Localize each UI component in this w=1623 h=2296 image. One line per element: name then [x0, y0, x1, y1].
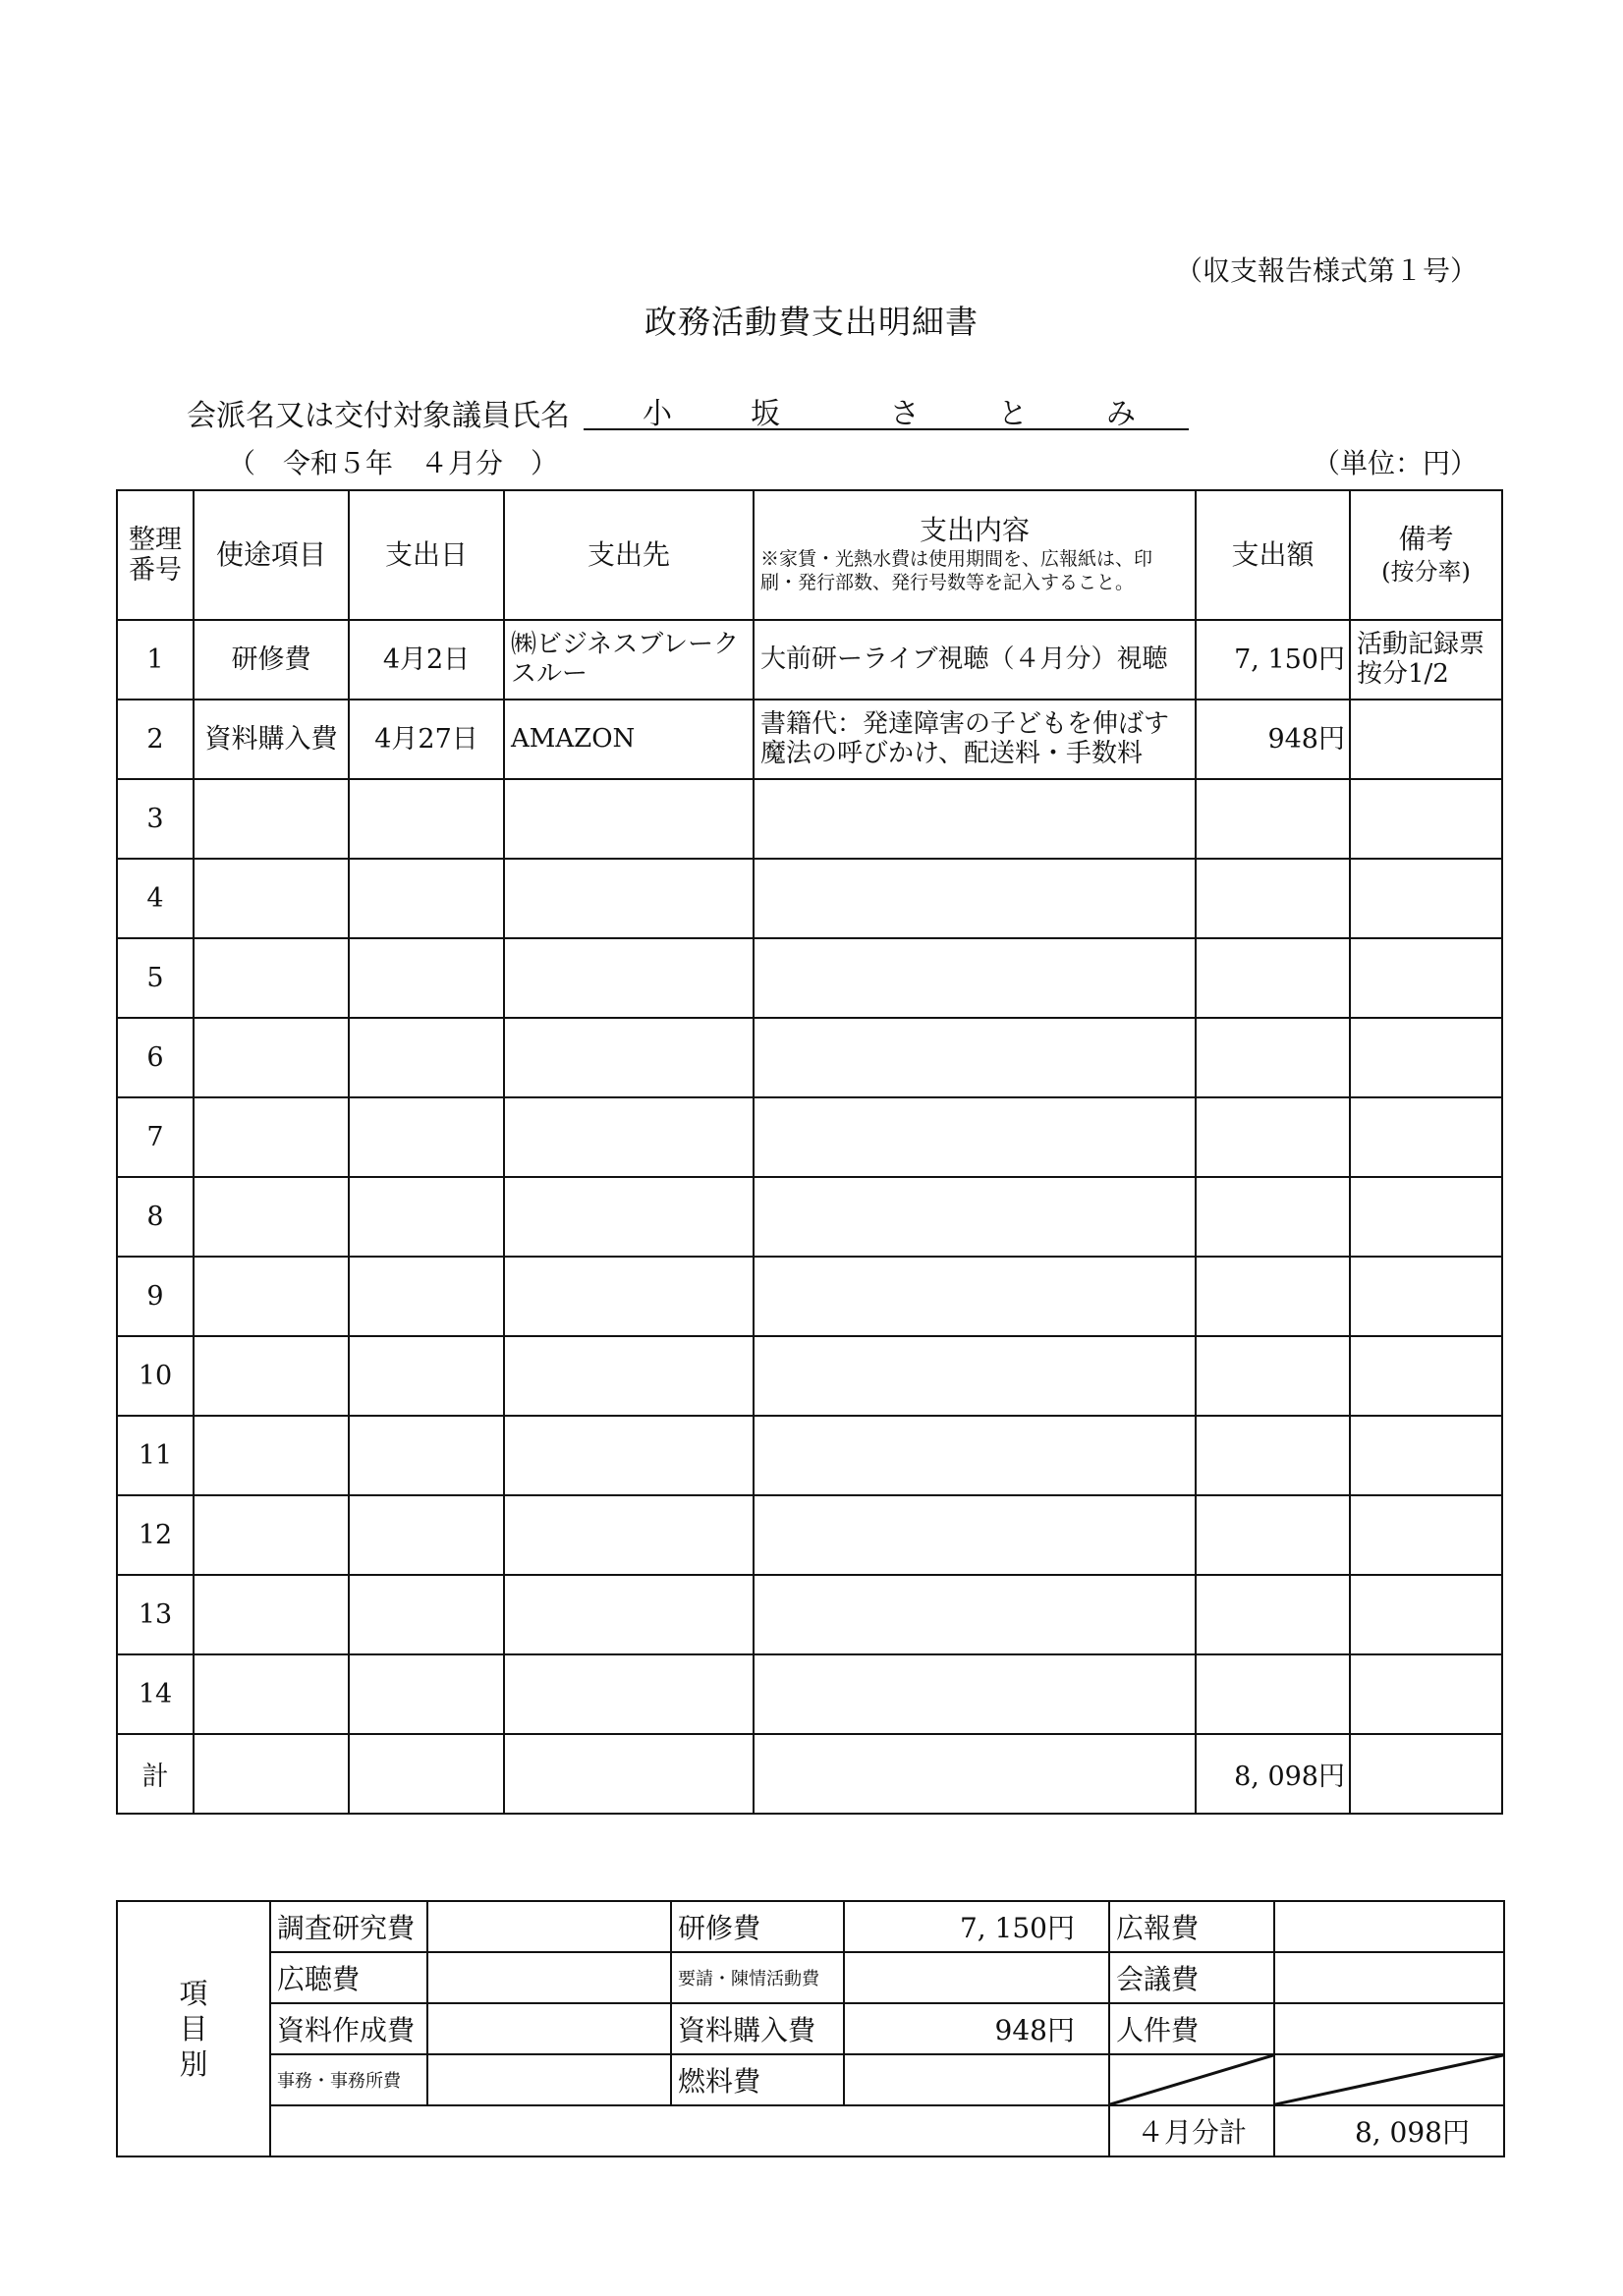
- row-payee: [504, 1177, 754, 1257]
- row-number: 3: [117, 779, 194, 859]
- yosei-label: 要請・陳情活動費: [671, 1952, 844, 2003]
- row-payee: [504, 1495, 754, 1575]
- header-number: 整理番号: [117, 490, 194, 620]
- row-item: 資料購入費: [194, 700, 349, 779]
- row-number: 10: [117, 1336, 194, 1416]
- table-row: [117, 1336, 1502, 1416]
- row-content: [754, 1018, 1196, 1097]
- kenshu-value: 7, 150円: [844, 1901, 1109, 1952]
- table-row: [117, 1654, 1502, 1734]
- row-number: 13: [117, 1575, 194, 1654]
- row-content: [754, 779, 1196, 859]
- row-content: 大前研ーライブ視聴（４月分）視聴: [754, 620, 1196, 700]
- name-char: さ: [890, 397, 920, 431]
- row-content: [754, 1257, 1196, 1336]
- row-payee: [504, 1097, 754, 1177]
- nenryo-value: [844, 2054, 1109, 2105]
- row-remark: [1350, 1654, 1502, 1734]
- row-item: [194, 1097, 349, 1177]
- row-content: [754, 1336, 1196, 1416]
- row-item: 研修費: [194, 620, 349, 700]
- row-date: [349, 1654, 504, 1734]
- koho-label: 広報費: [1109, 1901, 1274, 1952]
- row-payee: [504, 1336, 754, 1416]
- row-date: [349, 1416, 504, 1495]
- table-row: [117, 859, 1502, 938]
- name-char: と: [998, 397, 1028, 431]
- total-row: [117, 1734, 1502, 1814]
- row-number: 4: [117, 859, 194, 938]
- total-amount: 8, 098円: [1196, 1734, 1350, 1814]
- row-date: [349, 1336, 504, 1416]
- name-char: み: [1106, 397, 1136, 431]
- row-number: 5: [117, 938, 194, 1018]
- table-row: [117, 1416, 1502, 1495]
- row-item: [194, 1654, 349, 1734]
- table-row: [117, 938, 1502, 1018]
- row-amount: [1196, 859, 1350, 938]
- row-number: 2: [117, 700, 194, 779]
- row-number: 1: [117, 620, 194, 700]
- row-item: [194, 1257, 349, 1336]
- kaigi-label: 会議費: [1109, 1952, 1274, 2003]
- table-row: [117, 779, 1502, 859]
- content-note: ※家賃・光熱水費は使用期間を、広報紙は、印刷・発行部数、発行号数等を記入すること。: [760, 548, 1153, 594]
- category-side-label: 項 目 別: [117, 1901, 270, 2156]
- category-summary-table: [116, 1900, 1505, 2157]
- row-number: 11: [117, 1416, 194, 1495]
- row-payee: [504, 779, 754, 859]
- member-name: [584, 389, 1189, 430]
- row-remark: [1350, 700, 1502, 779]
- row-item: [194, 1495, 349, 1575]
- row-payee: AMAZON: [504, 700, 754, 779]
- header-date: 支出日: [349, 490, 504, 620]
- shiryo-konyu-value: 948円: [844, 2003, 1109, 2054]
- row-date: [349, 1575, 504, 1654]
- row-content: [754, 938, 1196, 1018]
- content-title: 支出内容: [919, 514, 1030, 547]
- jimusho-value: [427, 2054, 671, 2105]
- row-content: [754, 1177, 1196, 1257]
- kocho-value: [427, 1952, 671, 2003]
- header-item: 使途項目: [194, 490, 349, 620]
- row-item: [194, 1416, 349, 1495]
- name-char: 坂: [751, 397, 780, 431]
- row-payee: [504, 1416, 754, 1495]
- table-row: [117, 620, 1502, 700]
- nenryo-label: 燃料費: [671, 2054, 844, 2105]
- row-payee: [504, 1257, 754, 1336]
- chosa-label: 調査研究費: [270, 1901, 427, 1952]
- row-payee: [504, 1018, 754, 1097]
- row-amount: [1196, 1097, 1350, 1177]
- expense-table: [116, 489, 1503, 1815]
- chosa-value: [427, 1901, 671, 1952]
- row-payee: [504, 1654, 754, 1734]
- kenshu-label: 研修費: [671, 1901, 844, 1952]
- report-period: （ 令和５年 ４月分 ）: [228, 447, 559, 479]
- total-label: 計: [117, 1734, 194, 1814]
- row-number: 9: [117, 1257, 194, 1336]
- row-payee: [504, 859, 754, 938]
- table-row: [117, 1177, 1502, 1257]
- row-item: [194, 938, 349, 1018]
- diagonal-blank-cell: [1109, 2054, 1274, 2105]
- row-number: 7: [117, 1097, 194, 1177]
- row-amount: [1196, 1575, 1350, 1654]
- row-content: 書籍代：発達障害の子どもを伸ばす魔法の呼びかけ、配送料・手数料: [754, 700, 1196, 779]
- row-item: [194, 1575, 349, 1654]
- table-row: [117, 1018, 1502, 1097]
- row-date: [349, 1257, 504, 1336]
- row-content: [754, 1575, 1196, 1654]
- row-amount: [1196, 779, 1350, 859]
- header-amount: 支出額: [1196, 490, 1350, 620]
- row-content: [754, 1416, 1196, 1495]
- row-remark: [1350, 1097, 1502, 1177]
- month-total-label: ４月分計: [1109, 2105, 1274, 2156]
- row-amount: 948円: [1196, 700, 1350, 779]
- row-item: [194, 1018, 349, 1097]
- form-number: （収支報告様式第１号）: [1174, 254, 1478, 287]
- row-amount: [1196, 1018, 1350, 1097]
- row-item: [194, 1336, 349, 1416]
- row-amount: [1196, 938, 1350, 1018]
- row-amount: [1196, 1336, 1350, 1416]
- remarks-title: 備考: [1398, 522, 1454, 555]
- row-remark: [1350, 1177, 1502, 1257]
- koho-value: [1274, 1901, 1504, 1952]
- row-date: 4月2日: [349, 620, 504, 700]
- header-payee: 支出先: [504, 490, 754, 620]
- shiryo-sakusei-value: [427, 2003, 671, 2054]
- unit-label: （単位：円）: [1312, 447, 1478, 479]
- row-content: [754, 859, 1196, 938]
- kaigi-value: [1274, 1952, 1504, 2003]
- table-header-row: [117, 490, 1502, 620]
- row-content: [754, 1495, 1196, 1575]
- remarks-subtitle: (按分率): [1381, 558, 1471, 586]
- name-label: 会派名又は交付対象議員氏名: [187, 399, 570, 433]
- table-row: [117, 700, 1502, 779]
- row-date: [349, 1495, 504, 1575]
- row-remark: [1350, 1416, 1502, 1495]
- row-date: [349, 1177, 504, 1257]
- row-remark: [1350, 1336, 1502, 1416]
- row-payee: [504, 1575, 754, 1654]
- row-remark: [1350, 1257, 1502, 1336]
- row-date: [349, 859, 504, 938]
- row-item: [194, 1177, 349, 1257]
- row-item: [194, 859, 349, 938]
- row-content: [754, 1654, 1196, 1734]
- jinken-label: 人件費: [1109, 2003, 1274, 2054]
- row-remark: [1350, 779, 1502, 859]
- name-char: 小: [643, 397, 672, 431]
- shiryo-konyu-label: 資料購入費: [671, 2003, 844, 2054]
- row-date: [349, 1097, 504, 1177]
- row-date: 4月27日: [349, 700, 504, 779]
- row-amount: [1196, 1654, 1350, 1734]
- yosei-value: [844, 1952, 1109, 2003]
- row-remark: [1350, 1575, 1502, 1654]
- row-payee: [504, 938, 754, 1018]
- row-amount: [1196, 1416, 1350, 1495]
- row-remark: [1350, 1495, 1502, 1575]
- month-total-value: 8, 098円: [1274, 2105, 1504, 2156]
- row-date: [349, 1018, 504, 1097]
- row-item: [194, 779, 349, 859]
- table-row: [117, 1097, 1502, 1177]
- row-number: 12: [117, 1495, 194, 1575]
- row-amount: [1196, 1177, 1350, 1257]
- row-number: 14: [117, 1654, 194, 1734]
- row-date: [349, 938, 504, 1018]
- table-row: [117, 1575, 1502, 1654]
- table-row: [117, 1257, 1502, 1336]
- jinken-value: [1274, 2003, 1504, 2054]
- header-remarks: [1350, 490, 1502, 620]
- jimusho-label: 事務・事務所費: [270, 2054, 427, 2105]
- diagonal-blank-cell: [1274, 2054, 1504, 2105]
- row-content: [754, 1097, 1196, 1177]
- header-content: [754, 490, 1196, 620]
- row-number: 6: [117, 1018, 194, 1097]
- row-remark: 活動記録票按分1/2: [1350, 620, 1502, 700]
- row-date: [349, 779, 504, 859]
- row-payee: ㈱ビジネスブレークスルー: [504, 620, 754, 700]
- row-remark: [1350, 1018, 1502, 1097]
- row-amount: 7, 150円: [1196, 620, 1350, 700]
- page-title: 政務活動費支出明細書: [644, 303, 979, 341]
- row-amount: [1196, 1257, 1350, 1336]
- row-amount: [1196, 1495, 1350, 1575]
- row-remark: [1350, 859, 1502, 938]
- row-remark: [1350, 938, 1502, 1018]
- table-row: [117, 1495, 1502, 1575]
- shiryo-sakusei-label: 資料作成費: [270, 2003, 427, 2054]
- row-number: 8: [117, 1177, 194, 1257]
- kocho-label: 広聴費: [270, 1952, 427, 2003]
